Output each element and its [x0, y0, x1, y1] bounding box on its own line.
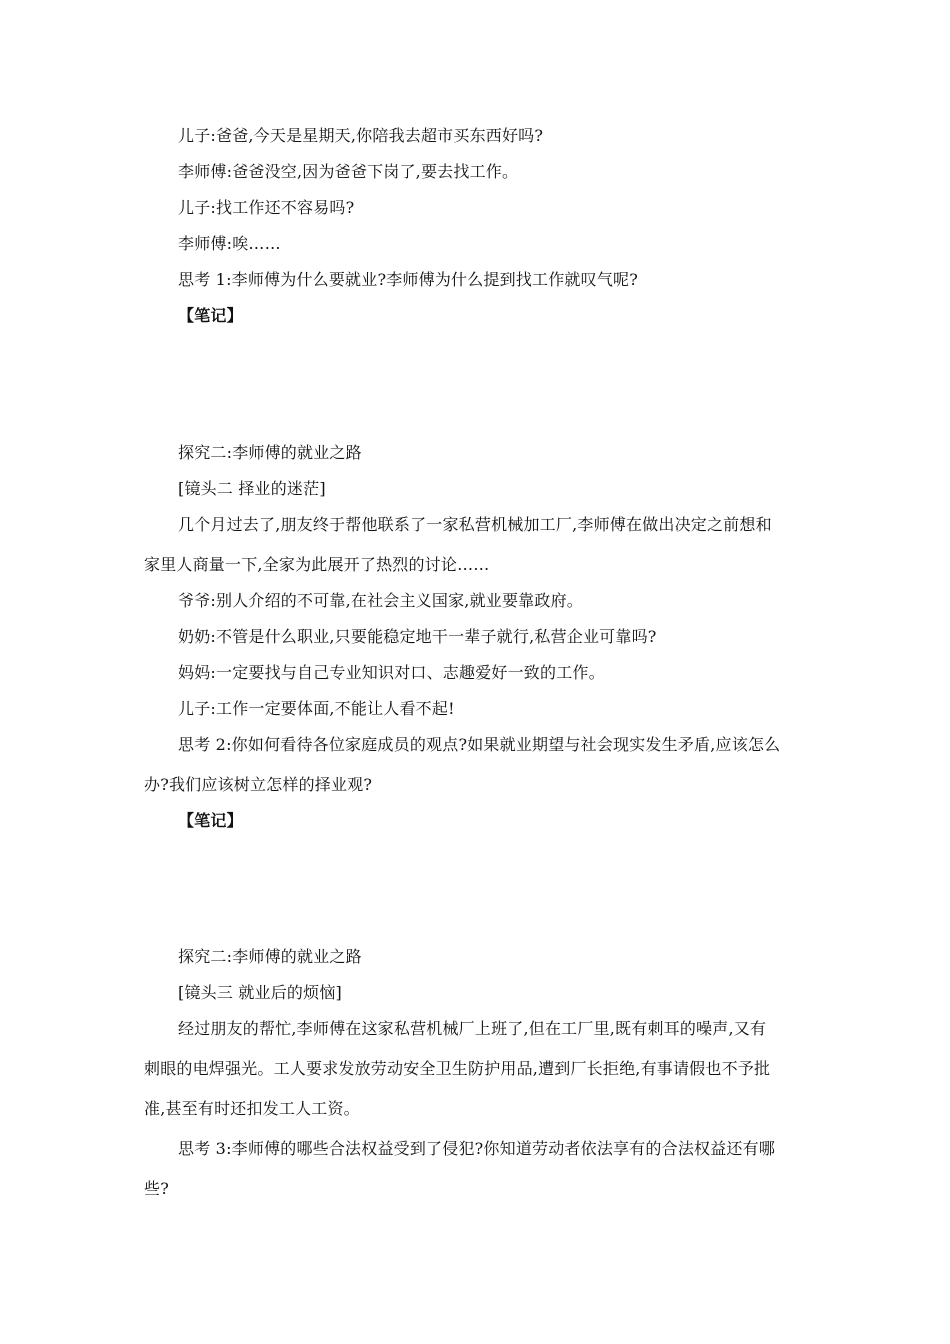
dialogue-line: 儿子:爸爸,今天是星期天,你陪我去超市买东西好吗? [178, 126, 544, 145]
think-question: 思考 3:李师傅的哪些合法权益受到了侵犯?你知道劳动者依法享有的合法权益还有哪 [178, 1139, 776, 1158]
dialogue-line: 奶奶:不管是什么职业,只要能稳定地干一辈子就行,私营企业可靠吗? [178, 627, 657, 646]
paragraph-line: 刺眼的电焊强光。工人要求发放劳动安全卫生防护用品,遭到厂长拒绝,有事请假也不予批 [144, 1059, 771, 1078]
section-heading: 探究二:李师傅的就业之路 [178, 443, 362, 462]
think-question: 思考 1:李师傅为什么要就业?李师傅为什么提到找工作就叹气呢? [178, 270, 639, 289]
section-heading: 探究二:李师傅的就业之路 [178, 947, 362, 966]
notes-label: 【笔记】 [178, 306, 243, 325]
notes-label: 【笔记】 [178, 811, 243, 830]
scene-label: [镜头二 择业的迷茫] [178, 479, 326, 498]
dialogue-line: 妈妈:一定要找与自己专业知识对口、志趣爱好一致的工作。 [178, 663, 605, 682]
dialogue-line: 李师傅:唉…… [178, 234, 281, 253]
think-question: 思考 2:你如何看待各位家庭成员的观点?如果就业期望与社会现实发生矛盾,应该怎么 [178, 735, 781, 754]
dialogue-line: 儿子:找工作还不容易吗? [178, 198, 355, 217]
scene-label: [镜头三 就业后的烦恼] [178, 983, 342, 1002]
paragraph-line: 准,甚至有时还扣发工人工资。 [144, 1099, 360, 1118]
paragraph-line: 几个月过去了,朋友终于帮他联系了一家私营机械加工厂,李师傅在做出决定之前想和 [178, 515, 772, 534]
paragraph-line: 家里人商量一下,全家为此展开了热烈的讨论…… [144, 555, 490, 574]
dialogue-line: 儿子:工作一定要体面,不能让人看不起! [178, 699, 455, 718]
paragraph-line: 经过朋友的帮忙,李师傅在这家私营机械厂上班了,但在工厂里,既有刺耳的噪声,又有 [178, 1019, 767, 1038]
think-question: 些? [144, 1179, 169, 1198]
think-question: 办?我们应该树立怎样的择业观? [144, 775, 373, 794]
dialogue-line: 李师傅:爸爸没空,因为爸爸下岗了,要去找工作。 [178, 162, 519, 181]
dialogue-line: 爷爷:别人介绍的不可靠,在社会主义国家,就业要靠政府。 [178, 591, 583, 610]
